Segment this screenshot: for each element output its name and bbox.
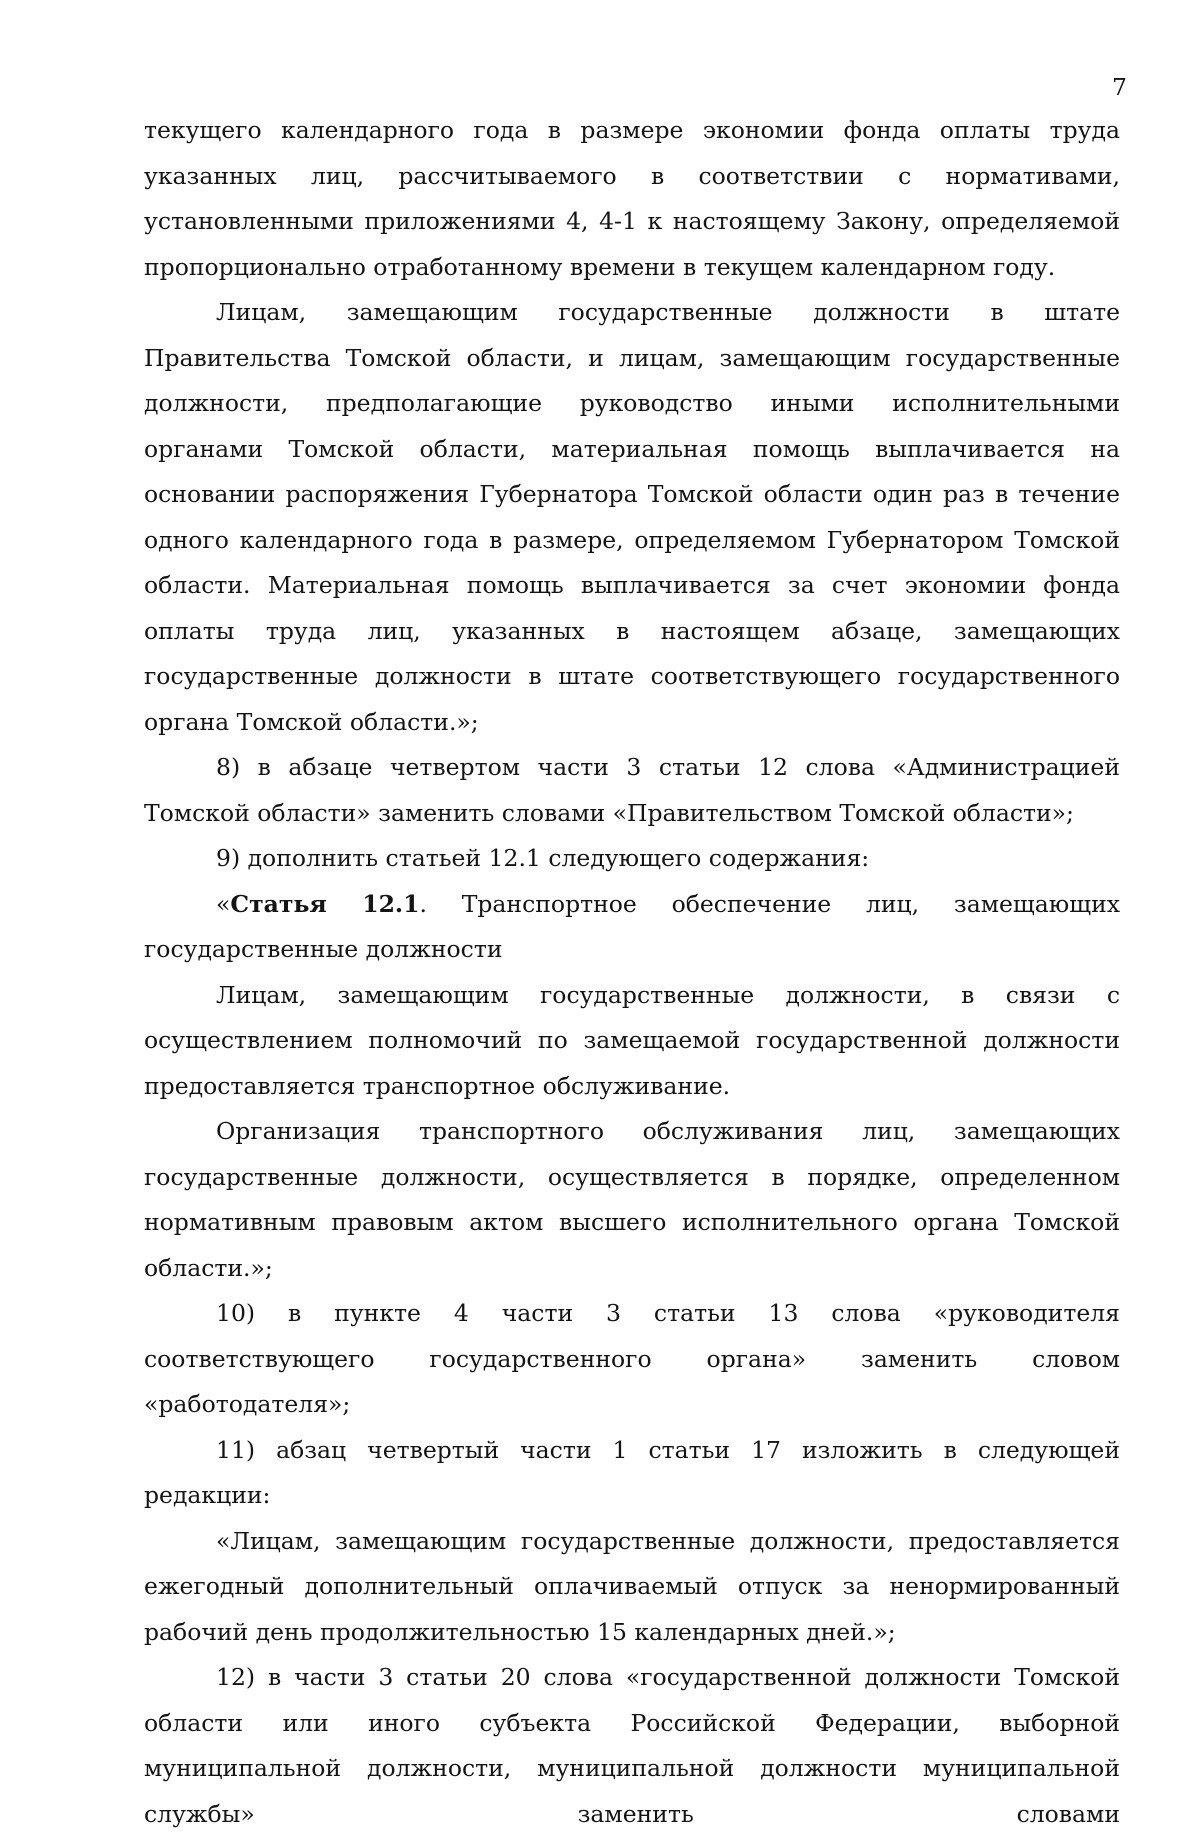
- page-number: 7: [1112, 73, 1127, 101]
- article-number: Статья 12.1: [230, 889, 420, 918]
- paragraph-vacation: «Лицам, замещающим государственные должности, предоставляется ежегодный дополнительный оплачиваемый отпуск за ненормированный рабочий день продолжительностью 15 календарных дней.»;: [144, 1526, 1120, 1646]
- article-title: . Транспортное обеспечение лиц, замещающих государственные должности: [144, 889, 1120, 963]
- paragraph-item-11: 11) абзац четвертый части 1 статьи 17 изложить в следующей редакции:: [144, 1435, 1120, 1509]
- paragraph-item-8: 8) в абзаце четвертом части 3 статьи 12 слова «Администрацией Томской области» заменить словами «Правительством Томской области»;: [144, 753, 1120, 827]
- paragraph-item-10: 10) в пункте 4 части 3 статьи 13 слова «руководителя соответствующего государственного органа» заменить словом «работодателя»;: [144, 1299, 1120, 1418]
- paragraph-material-aid: Лицам, замещающим государственные должности в штате Правительства Томской области, и лицам, замещающим государственные должности, предполагающие руководство иными исполнительными органами Томской области, материальная помощь выплачивается на основании распоряжения Губернатора Томской области один раз в течение одного календарного года в размере, определяемом Губернатором Томской области. Материальная помощь выплачивается за счет экономии фонда оплаты труда лиц, указанных в настоящем абзаце, замещающих государственные должности в штате соответствующего государственного органа Томской области.»;: [144, 298, 1120, 736]
- document-body: [144, 108, 1120, 1837]
- paragraph-continuation: текущего календарного года в размере экономии фонда оплаты труда указанных лиц, рассчитываемого в соответствии с нормативами, установленными приложениями 4, 4-1 к настоящему Закону, определяемой пропорционально отработанному времени в текущем календарном году.: [144, 116, 1120, 281]
- article-open-quote: «: [216, 889, 231, 918]
- paragraph-transport-organization: Организация транспортного обслуживания лиц, замещающих государственные должности, осуществляется в порядке, определенном нормативным правовым актом высшего исполнительного органа Томской области.»;: [144, 1117, 1120, 1282]
- paragraph-item-9: 9) дополнить статьей 12.1 следующего содержания:: [216, 844, 870, 872]
- paragraph-article-12-1-heading: [144, 882, 1120, 973]
- paragraph-item-12: 12) в части 3 статьи 20 слова «государственной должности Томской области или иного субъекта Российской Федерации, выборной муниципальной должности, муниципальной должности муниципальной службы» заменить словами: [144, 1663, 1120, 1828]
- paragraph-transport-service: Лицам, замещающим государственные должности, в связи с осуществлением полномочий по замещаемой государственной должности предоставляется транспортное обслуживание.: [144, 980, 1120, 1100]
